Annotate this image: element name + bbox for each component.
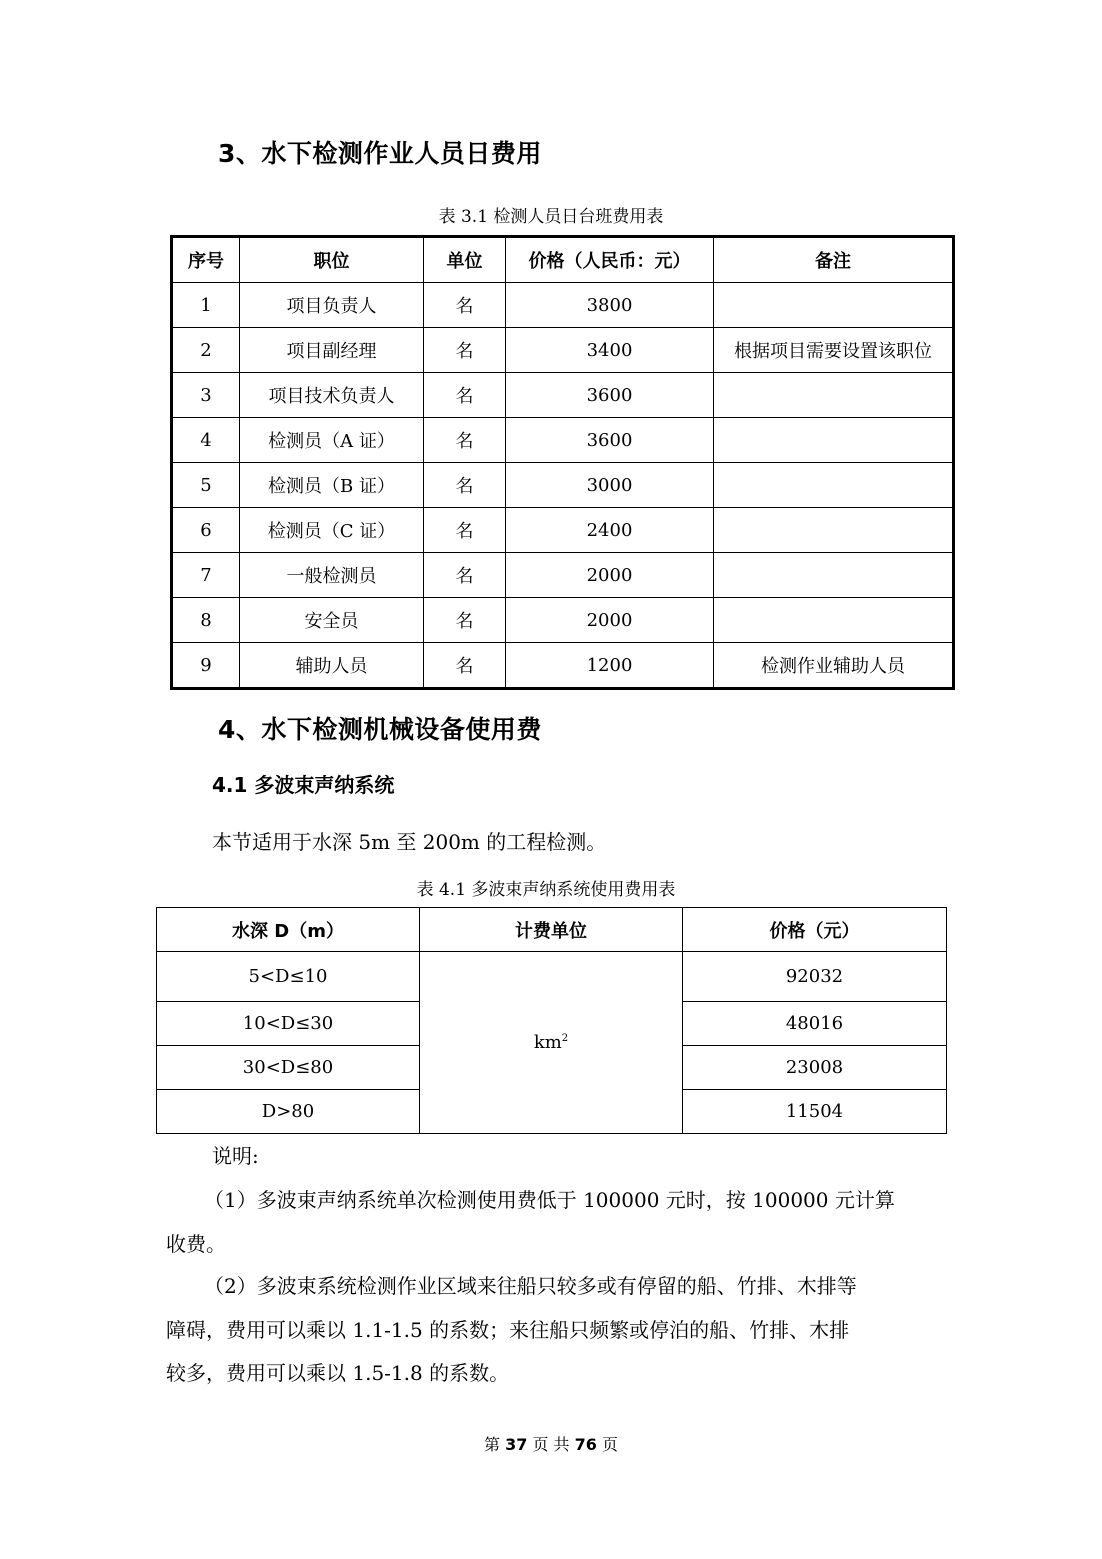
unit-base: km: [533, 1032, 562, 1053]
cell-price: 11504: [683, 1090, 947, 1134]
cell-index: 8: [172, 598, 240, 643]
header-billing-unit: 计费单位: [420, 908, 683, 952]
section-4-heading: 4、水下检测机械设备使用费: [218, 715, 542, 744]
cell-remark: [714, 283, 954, 328]
table-row: [172, 553, 954, 598]
cell-position: 一般检测员: [240, 553, 424, 598]
cell-price: 1200: [506, 643, 714, 689]
cell-price: 48016: [683, 1002, 947, 1046]
table-row: [172, 373, 954, 418]
cell-price: 92032: [683, 952, 947, 1002]
table-row: [172, 598, 954, 643]
cell-index: 4: [172, 418, 240, 463]
section-4-1-heading: 4.1 多波束声纳系统: [212, 773, 395, 797]
cell-index: 9: [172, 643, 240, 689]
footer-page-number: 37: [505, 1435, 528, 1454]
cell-price: 23008: [683, 1046, 947, 1090]
header-remark: 备注: [714, 237, 954, 283]
cell-position: 检测员（C 证）: [240, 508, 424, 553]
table-row: [172, 418, 954, 463]
cell-position: 检测员（A 证）: [240, 418, 424, 463]
cell-remark: [714, 553, 954, 598]
footer-suffix: 页: [602, 1435, 619, 1454]
cell-unit: 名: [424, 643, 506, 689]
cell-price: 3600: [506, 373, 714, 418]
page-footer: [0, 1432, 1102, 1455]
cell-price: 3000: [506, 463, 714, 508]
cell-depth: 30<D≤80: [157, 1046, 420, 1090]
cell-remark: [714, 373, 954, 418]
cell-price: 3400: [506, 328, 714, 373]
cell-position: 项目副经理: [240, 328, 424, 373]
cell-index: 1: [172, 283, 240, 328]
cell-remark: 检测作业辅助人员: [714, 643, 954, 689]
cell-index: 7: [172, 553, 240, 598]
table-3-1-caption: 表 3.1 检测人员日台班费用表: [438, 207, 664, 227]
cell-depth: 5<D≤10: [157, 952, 420, 1002]
table-row: [172, 328, 954, 373]
footer-total-pages: 76: [574, 1435, 597, 1454]
cell-price: 3600: [506, 418, 714, 463]
section-3-heading: 3、水下检测作业人员日费用: [218, 139, 542, 168]
unit-superscript: 2: [561, 1033, 569, 1044]
cell-billing-unit: [420, 952, 683, 1134]
cell-index: 2: [172, 328, 240, 373]
cell-unit: 名: [424, 508, 506, 553]
cell-remark: [714, 418, 954, 463]
cell-position: 辅助人员: [240, 643, 424, 689]
cell-index: 3: [172, 373, 240, 418]
cell-remark: [714, 598, 954, 643]
table-row: [172, 283, 954, 328]
cell-unit: 名: [424, 328, 506, 373]
cell-position: 安全员: [240, 598, 424, 643]
cell-index: 5: [172, 463, 240, 508]
notes-label: 说明:: [212, 1144, 259, 1168]
note-1-line-2: 收费。: [166, 1232, 226, 1256]
staff-fee-table: [170, 235, 955, 690]
table-header-row: [172, 237, 954, 283]
cell-unit: 名: [424, 283, 506, 328]
cell-unit: 名: [424, 553, 506, 598]
cell-unit: 名: [424, 418, 506, 463]
cell-price: 2000: [506, 553, 714, 598]
cell-index: 6: [172, 508, 240, 553]
note-2-line-3: 较多，费用可以乘以 1.5-1.8 的系数。: [166, 1361, 510, 1385]
cell-position: 项目技术负责人: [240, 373, 424, 418]
note-1-line-1: （1）多波束声纳系统单次检测使用费低于 100000 元时，按 100000 元计算: [204, 1188, 895, 1212]
note-2-line-2: 障碍，费用可以乘以 1.1-1.5 的系数；来往船只频繁或停泊的船、竹排、木排: [166, 1318, 850, 1342]
cell-depth: 10<D≤30: [157, 1002, 420, 1046]
note-2-line-1: （2）多波束系统检测作业区域来往船只较多或有停留的船、竹排、木排等: [204, 1274, 857, 1298]
table-header-row: [157, 908, 947, 952]
cell-price: 2400: [506, 508, 714, 553]
footer-middle: 页 共: [532, 1435, 570, 1454]
cell-depth: D>80: [157, 1090, 420, 1134]
cell-remark: [714, 463, 954, 508]
header-price: 价格（元）: [683, 908, 947, 952]
cell-position: 项目负责人: [240, 283, 424, 328]
cell-unit: 名: [424, 598, 506, 643]
cell-price: 2000: [506, 598, 714, 643]
table-row: [172, 643, 954, 689]
cell-unit: 名: [424, 373, 506, 418]
sonar-fee-table: [156, 907, 947, 1134]
header-price: 价格（人民币：元）: [506, 237, 714, 283]
table-row: [157, 952, 947, 1002]
cell-unit: 名: [424, 463, 506, 508]
cell-remark: 根据项目需要设置该职位: [714, 328, 954, 373]
cell-remark: [714, 508, 954, 553]
footer-prefix: 第: [483, 1435, 500, 1454]
header-unit: 单位: [424, 237, 506, 283]
cell-price: 3800: [506, 283, 714, 328]
section-4-1-intro: 本节适用于水深 5m 至 200m 的工程检测。: [212, 830, 607, 854]
table-4-1-caption: 表 4.1 多波束声纳系统使用费用表: [416, 880, 676, 900]
header-position: 职位: [240, 237, 424, 283]
table-row: [172, 508, 954, 553]
cell-position: 检测员（B 证）: [240, 463, 424, 508]
table-row: [172, 463, 954, 508]
header-index: 序号: [172, 237, 240, 283]
header-depth: 水深 D（m）: [157, 908, 420, 952]
